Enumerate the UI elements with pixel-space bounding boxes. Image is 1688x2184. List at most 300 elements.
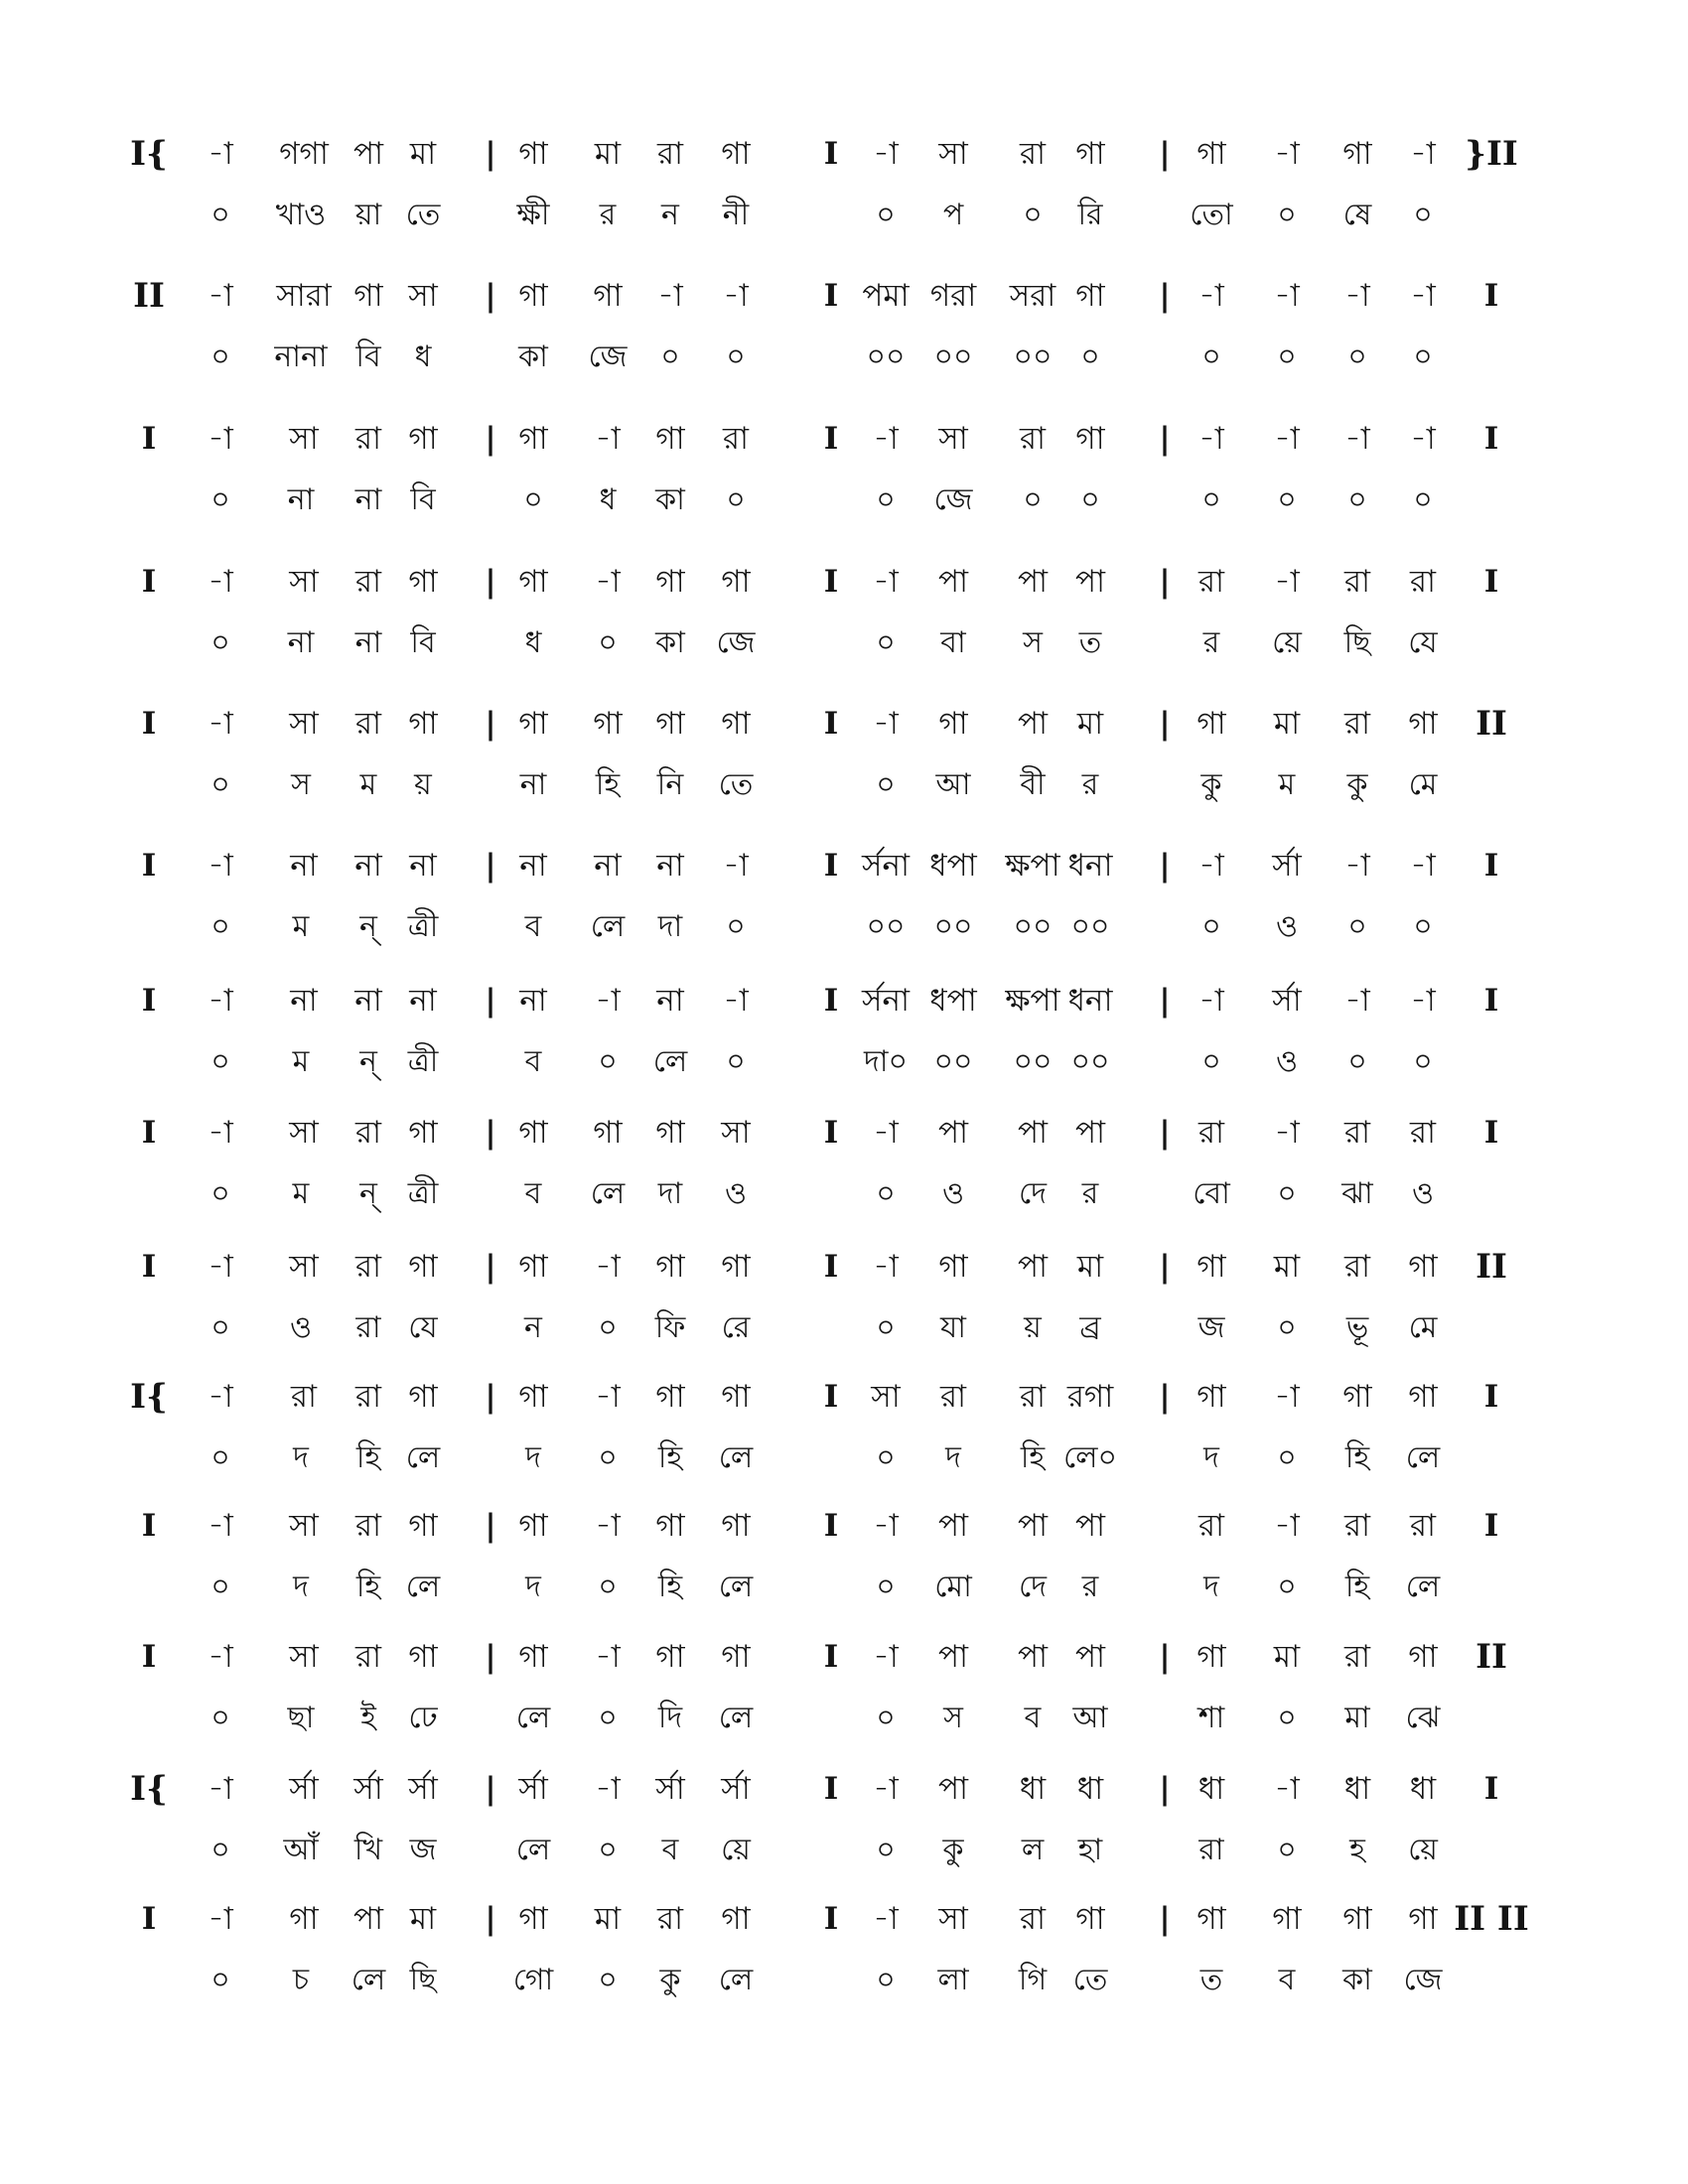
- note: গা: [655, 1115, 685, 1151]
- note: রা: [354, 564, 382, 600]
- note: গা: [721, 1901, 751, 1937]
- notation-system: [0, 1508, 1688, 1640]
- note: গগা: [279, 136, 329, 172]
- notation-system: [0, 134, 1688, 268]
- note: মা: [1273, 1249, 1301, 1285]
- barline: |: [1159, 564, 1171, 600]
- note: পা: [1074, 1508, 1106, 1544]
- note: রা: [1197, 564, 1225, 600]
- note: গা: [1075, 421, 1105, 457]
- lyric-syllable: নানা: [274, 340, 328, 374]
- note: -া: [873, 1115, 899, 1151]
- lyric-syllable: ০: [1277, 1310, 1297, 1345]
- note: র্সা: [353, 1771, 383, 1807]
- note: রা: [1197, 1508, 1225, 1544]
- note: -া: [1274, 564, 1300, 600]
- note: রা: [1343, 1115, 1371, 1151]
- lyric-syllable: র: [1081, 1570, 1099, 1604]
- note: গা: [518, 564, 548, 600]
- lyric-syllable: ধ: [414, 340, 432, 374]
- note: র্সনা: [862, 848, 910, 884]
- note: পা: [1017, 564, 1049, 600]
- note: রা: [1197, 1115, 1225, 1151]
- lyric-syllable: কু: [1200, 767, 1222, 802]
- lyric-syllable: হি: [1020, 1440, 1046, 1475]
- lyric-syllable: ০: [1277, 340, 1297, 374]
- barline: I: [823, 1249, 839, 1285]
- note: গা: [655, 1639, 685, 1675]
- note: রা: [1019, 421, 1047, 457]
- lyric-syllable: জে: [588, 340, 628, 374]
- barline: I: [823, 564, 839, 600]
- note: -া: [873, 1508, 899, 1544]
- lyric-syllable: দি: [657, 1701, 683, 1735]
- note: না: [354, 848, 382, 884]
- note: -া: [1344, 421, 1370, 457]
- lyric-syllable: ০০: [1013, 909, 1053, 944]
- barline: |: [1159, 278, 1171, 314]
- barline: I: [823, 1771, 839, 1807]
- lyric-syllable: জে: [933, 482, 973, 517]
- note: -া: [1344, 983, 1370, 1019]
- note: পা: [1074, 1115, 1106, 1151]
- lyric-syllable: না: [287, 625, 315, 660]
- lyric-syllable: তে: [1072, 1963, 1108, 1997]
- notation-system: [0, 704, 1688, 838]
- lyric-syllable: দ: [293, 1570, 309, 1604]
- barline: I: [1483, 983, 1499, 1019]
- note: -া: [208, 1508, 233, 1544]
- lyric-syllable: স: [943, 1701, 963, 1735]
- lyric-syllable: ০: [598, 1833, 618, 1867]
- notation-system: [0, 848, 1688, 980]
- note: গা: [408, 1508, 438, 1544]
- barline: II II: [1454, 1899, 1529, 1939]
- note: -া: [1198, 421, 1224, 457]
- lyric-syllable: খাও: [275, 198, 327, 232]
- lyric-syllable: লা: [937, 1963, 969, 1997]
- note: -া: [208, 1249, 233, 1285]
- note: পা: [1017, 706, 1049, 742]
- lyric-syllable: য়ে: [721, 1833, 751, 1867]
- note: রা: [354, 1639, 382, 1675]
- barline: I: [823, 1115, 839, 1151]
- note: -া: [873, 1901, 899, 1937]
- lyric-syllable: দা: [657, 1176, 683, 1211]
- lyric-syllable: বো: [1193, 1176, 1230, 1211]
- note: গা: [1196, 706, 1226, 742]
- lyric-syllable: ০০: [933, 909, 973, 944]
- lyric-syllable: দ: [1203, 1570, 1219, 1604]
- lyric-syllable: ছি: [409, 1963, 437, 1997]
- lyric-syllable: আ: [935, 767, 971, 802]
- lyric-syllable: লে: [1405, 1440, 1441, 1475]
- note: -া: [595, 1508, 621, 1544]
- barline: |: [485, 983, 496, 1019]
- note: না: [594, 848, 622, 884]
- lyric-syllable: ০: [726, 1044, 746, 1079]
- lyric-syllable: ব্র: [1079, 1310, 1101, 1345]
- lyric-syllable: ও: [1275, 1044, 1299, 1079]
- lyric-syllable: য়া: [354, 198, 382, 232]
- lyric-syllable: ত্রী: [407, 1044, 439, 1079]
- note: মা: [594, 136, 622, 172]
- note: মা: [409, 136, 437, 172]
- lyric-syllable: কা: [518, 340, 548, 374]
- note: -া: [595, 564, 621, 600]
- lyric-syllable: ০: [726, 340, 746, 374]
- note: গা: [938, 1249, 968, 1285]
- note: সা: [289, 1639, 319, 1675]
- lyric-syllable: ০: [1201, 909, 1221, 944]
- lyric-syllable: শা: [1197, 1701, 1225, 1735]
- note: -া: [657, 278, 683, 314]
- note: -া: [1344, 278, 1370, 314]
- note: গা: [408, 706, 438, 742]
- note: গা: [721, 1379, 751, 1415]
- lyric-syllable: ০০: [1070, 909, 1110, 944]
- note: -া: [208, 848, 233, 884]
- note: রা: [1019, 136, 1047, 172]
- note: রা: [1409, 564, 1437, 600]
- lyric-syllable: ০: [876, 625, 896, 660]
- note: -া: [1274, 278, 1300, 314]
- lyric-syllable: মো: [934, 1570, 972, 1604]
- note: পা: [1074, 1639, 1106, 1675]
- note: না: [656, 848, 684, 884]
- note: -া: [1198, 278, 1224, 314]
- lyric-syllable: ০: [1347, 1044, 1367, 1079]
- note: রা: [1343, 1508, 1371, 1544]
- barline: I: [1483, 1508, 1499, 1544]
- note: মা: [1273, 1639, 1301, 1675]
- note: ধা: [1076, 1771, 1104, 1807]
- note: ধা: [1409, 1771, 1437, 1807]
- note: ধনা: [1067, 848, 1113, 884]
- note: গা: [518, 1379, 548, 1415]
- lyric-syllable: ০: [876, 767, 896, 802]
- note: সা: [721, 1115, 751, 1151]
- note: -া: [1274, 1771, 1300, 1807]
- note: ধপা: [929, 983, 977, 1019]
- barline: }II: [1465, 134, 1518, 174]
- note: না: [290, 848, 318, 884]
- barline: I: [141, 1115, 157, 1151]
- note: র্সনা: [862, 983, 910, 1019]
- lyric-syllable: ০: [598, 1701, 618, 1735]
- note: সা: [938, 1901, 968, 1937]
- lyric-syllable: ০: [1023, 198, 1043, 232]
- note: গা: [518, 278, 548, 314]
- lyric-syllable: হি: [355, 1570, 381, 1604]
- note: -া: [723, 983, 749, 1019]
- lyric-syllable: না: [287, 482, 315, 517]
- note: গা: [593, 1115, 623, 1151]
- lyric-syllable: ০: [1277, 1570, 1297, 1604]
- note: না: [290, 983, 318, 1019]
- lyric-syllable: দ: [525, 1440, 541, 1475]
- lyric-syllable: না: [519, 767, 547, 802]
- lyric-syllable: লে: [515, 1833, 551, 1867]
- lyric-syllable: ০: [876, 1176, 896, 1211]
- lyric-syllable: জ: [409, 1833, 437, 1867]
- note: র্সা: [289, 1771, 319, 1807]
- note: ধপা: [929, 848, 977, 884]
- lyric-syllable: হি: [657, 1570, 683, 1604]
- barline: I: [141, 564, 157, 600]
- note: মা: [1076, 706, 1104, 742]
- lyric-syllable: নী: [722, 198, 750, 232]
- lyric-syllable: দে: [1019, 1570, 1047, 1604]
- lyric-syllable: ০০: [933, 1044, 973, 1079]
- note: না: [409, 983, 437, 1019]
- note: রা: [354, 1115, 382, 1151]
- note: গা: [1196, 136, 1226, 172]
- lyric-syllable: না: [354, 482, 382, 517]
- lyric-syllable: যে: [1408, 625, 1438, 660]
- lyric-syllable: ০: [598, 1963, 618, 1997]
- lyric-syllable: ০: [598, 1570, 618, 1604]
- barline: |: [485, 1508, 496, 1544]
- notation-system: [0, 1115, 1688, 1247]
- note: সা: [289, 564, 319, 600]
- note: গা: [518, 1901, 548, 1937]
- note: পা: [1017, 1508, 1049, 1544]
- lyric-syllable: ০০: [1070, 1044, 1110, 1079]
- barline: |: [485, 1901, 496, 1937]
- barline: |: [485, 1115, 496, 1151]
- lyric-syllable: কা: [1342, 1963, 1372, 1997]
- note: -া: [208, 706, 233, 742]
- note: -া: [595, 1379, 621, 1415]
- lyric-syllable: ব: [1278, 1963, 1296, 1997]
- note: গা: [721, 136, 751, 172]
- barline: I: [141, 1639, 157, 1675]
- note: গা: [938, 706, 968, 742]
- notation-system: [0, 564, 1688, 696]
- lyric-syllable: ০: [1413, 1044, 1433, 1079]
- lyric-syllable: ছি: [1343, 625, 1371, 660]
- note: -া: [208, 421, 233, 457]
- note: গা: [655, 1379, 685, 1415]
- lyric-syllable: ০: [211, 1310, 230, 1345]
- lyric-syllable: ০: [876, 482, 896, 517]
- lyric-syllable: ও: [1411, 1176, 1435, 1211]
- note: ক্ষপা: [1005, 848, 1060, 884]
- lyric-syllable: ত: [1199, 1963, 1223, 1997]
- note: সা: [289, 421, 319, 457]
- lyric-syllable: রা: [355, 1310, 381, 1345]
- lyric-syllable: লে: [515, 1701, 551, 1735]
- barline: II: [133, 276, 165, 316]
- lyric-syllable: ০: [1201, 340, 1221, 374]
- note: না: [409, 848, 437, 884]
- note: না: [354, 983, 382, 1019]
- note: গা: [408, 421, 438, 457]
- note: গা: [1342, 136, 1372, 172]
- note: -া: [873, 706, 899, 742]
- note: -া: [595, 1771, 621, 1807]
- note: গা: [518, 1508, 548, 1544]
- lyric-syllable: দে: [1019, 1176, 1047, 1211]
- lyric-syllable: ০: [660, 340, 680, 374]
- lyric-syllable: ০: [876, 1833, 896, 1867]
- barline: I{: [130, 134, 168, 174]
- note: গা: [1408, 1379, 1438, 1415]
- barline: I: [1483, 421, 1499, 457]
- note: -া: [595, 1639, 621, 1675]
- lyric-syllable: লে: [718, 1963, 754, 1997]
- notation-system: [0, 1769, 1688, 1903]
- lyric-syllable: লে: [351, 1963, 386, 1997]
- lyric-syllable: ০: [211, 1440, 230, 1475]
- note: ধা: [1197, 1771, 1225, 1807]
- note: -া: [1410, 848, 1436, 884]
- note: -া: [873, 421, 899, 457]
- lyric-syllable: রে: [721, 1310, 751, 1345]
- lyric-syllable: ও: [1275, 909, 1299, 944]
- note: গা: [1408, 706, 1438, 742]
- note: রা: [354, 1508, 382, 1544]
- lyric-syllable: ০: [1277, 1176, 1297, 1211]
- notation-system: [0, 983, 1688, 1115]
- barline: |: [485, 706, 496, 742]
- barline: II: [1476, 704, 1507, 744]
- lyric-syllable: হি: [595, 767, 621, 802]
- note: পা: [352, 136, 384, 172]
- lyric-syllable: হি: [1344, 1570, 1370, 1604]
- barline: I: [823, 278, 839, 314]
- lyric-syllable: ০: [598, 1440, 618, 1475]
- lyric-syllable: তে: [718, 767, 754, 802]
- lyric-syllable: ০: [211, 1044, 230, 1079]
- note: পা: [937, 1639, 969, 1675]
- note: গা: [1196, 1249, 1226, 1285]
- lyric-syllable: বি: [410, 482, 436, 517]
- note: গা: [721, 1508, 751, 1544]
- lyric-syllable: ম: [292, 1176, 310, 1211]
- lyric-syllable: ০: [598, 1044, 618, 1079]
- barline: I{: [130, 1377, 168, 1417]
- note: গা: [721, 1249, 751, 1285]
- lyric-syllable: ০: [1080, 482, 1100, 517]
- lyric-syllable: যা: [940, 1310, 966, 1345]
- lyric-syllable: য়: [1024, 1310, 1042, 1345]
- lyric-syllable: ত্রী: [407, 1176, 439, 1211]
- note: গা: [518, 421, 548, 457]
- note: গা: [408, 1249, 438, 1285]
- note: -া: [595, 421, 621, 457]
- lyric-syllable: ০: [211, 198, 230, 232]
- note: গা: [655, 1508, 685, 1544]
- lyric-syllable: ০: [876, 1570, 896, 1604]
- barline: I: [823, 983, 839, 1019]
- barline: |: [1159, 1771, 1171, 1807]
- barline: I: [823, 421, 839, 457]
- note: -া: [1410, 278, 1436, 314]
- note: -া: [208, 983, 233, 1019]
- barline: I{: [130, 1769, 168, 1809]
- barline: |: [1159, 1379, 1171, 1415]
- lyric-syllable: ০: [1347, 340, 1367, 374]
- note: র্সা: [518, 1771, 548, 1807]
- note: পা: [937, 1771, 969, 1807]
- lyric-syllable: ০: [211, 1176, 230, 1211]
- note: গা: [1075, 278, 1105, 314]
- lyric-syllable: ০: [1023, 482, 1043, 517]
- lyric-syllable: ০: [876, 1440, 896, 1475]
- lyric-syllable: কা: [655, 625, 685, 660]
- lyric-syllable: ০: [1277, 1833, 1297, 1867]
- lyric-syllable: ০: [211, 340, 230, 374]
- lyric-syllable: প: [942, 198, 964, 232]
- lyric-syllable: দ: [945, 1440, 961, 1475]
- note: পা: [1017, 1115, 1049, 1151]
- note: সা: [289, 706, 319, 742]
- note: গা: [518, 1639, 548, 1675]
- lyric-syllable: ও: [289, 1310, 313, 1345]
- note: সা: [938, 136, 968, 172]
- note: গা: [1272, 1901, 1302, 1937]
- note: -া: [1410, 983, 1436, 1019]
- lyric-syllable: ব: [661, 1833, 679, 1867]
- lyric-syllable: লে: [1405, 1570, 1441, 1604]
- note: গা: [518, 136, 548, 172]
- note: না: [519, 983, 547, 1019]
- lyric-syllable: স: [1023, 625, 1043, 660]
- note: গা: [655, 421, 685, 457]
- lyric-syllable: না: [354, 625, 382, 660]
- note: -া: [595, 1249, 621, 1285]
- barline: |: [1159, 1639, 1171, 1675]
- lyric-syllable: লে: [718, 1701, 754, 1735]
- note: র্সা: [408, 1771, 438, 1807]
- lyric-syllable: জ: [1197, 1310, 1225, 1345]
- note: গা: [1196, 1379, 1226, 1415]
- barline: I: [141, 421, 157, 457]
- note: -া: [1198, 848, 1224, 884]
- note: রা: [1019, 1379, 1047, 1415]
- lyric-syllable: বি: [355, 340, 381, 374]
- note: গা: [408, 564, 438, 600]
- note: ক্ষপা: [1005, 983, 1060, 1019]
- note: গা: [1075, 1901, 1105, 1937]
- lyric-syllable: জে: [716, 625, 756, 660]
- lyric-syllable: র: [1202, 625, 1220, 660]
- note: রগা: [1066, 1379, 1114, 1415]
- lyric-syllable: ০: [1277, 1440, 1297, 1475]
- note: রা: [1343, 1639, 1371, 1675]
- lyric-syllable: বী: [1020, 767, 1046, 802]
- lyric-syllable: আঁ: [283, 1833, 319, 1867]
- lyric-syllable: আ: [1072, 1701, 1108, 1735]
- barline: I: [141, 1508, 157, 1544]
- lyric-syllable: ০: [876, 1963, 896, 1997]
- barline: |: [1159, 983, 1171, 1019]
- lyric-syllable: ০: [211, 1833, 230, 1867]
- note: গা: [1196, 1901, 1226, 1937]
- barline: |: [485, 848, 496, 884]
- lyric-syllable: ০: [598, 625, 618, 660]
- lyric-syllable: ০: [1347, 909, 1367, 944]
- note: রা: [656, 136, 684, 172]
- lyric-syllable: জে: [1403, 1963, 1443, 1997]
- lyric-syllable: ঝা: [1341, 1176, 1373, 1211]
- note: -া: [1274, 136, 1300, 172]
- lyric-syllable: রি: [1077, 198, 1103, 232]
- note: -া: [208, 1901, 233, 1937]
- note: -া: [873, 564, 899, 600]
